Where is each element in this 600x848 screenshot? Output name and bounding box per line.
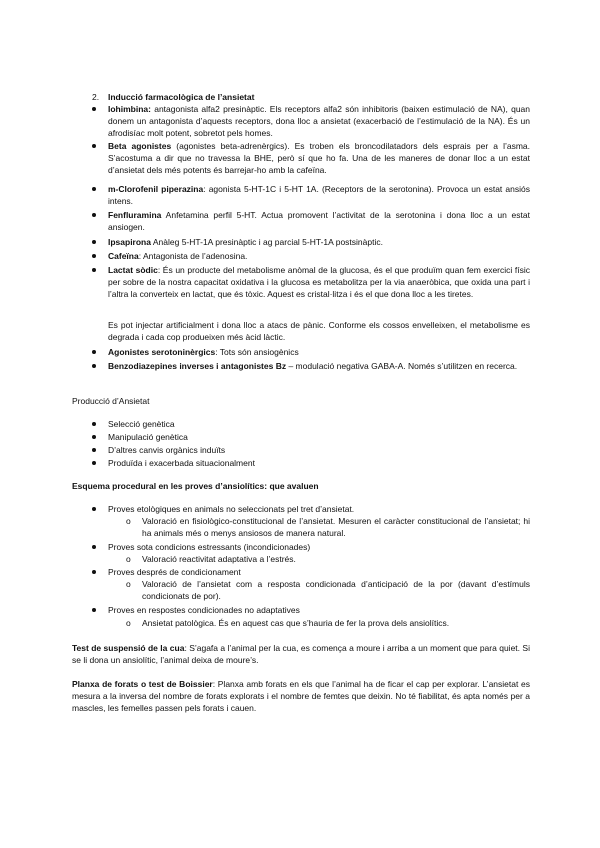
bullet-icon bbox=[92, 209, 98, 219]
list-item: Selecció genètica bbox=[108, 419, 175, 429]
paragraph-test-boissier: Planxa de forats o test de Boissier: Planxa amb forats en els que l’animal ha de ficar el cap per explorar. L’ansietat es mesura a la inversa del nombre de forats explorats i el nombre de femtes que deixin. No té fiabilitat, és apta només per a mascles, les femelles passen pels forats i cauen. bbox=[72, 679, 530, 714]
paragraph-test-cua: Test de suspensió de la cua: S’agafa a l’animal per la cua, es comença a moure i arriba a un moment que para quiet. Si se li dona un ansiolític, l’animal deixa de moure’s. bbox=[72, 643, 530, 666]
bullet-icon bbox=[92, 503, 98, 513]
list-item: D’altres canvis orgànics induïts bbox=[108, 445, 226, 455]
list-item: Benzodiazepines inverses i antagonistes Bz – modulació negativa GABA-A. Només s’utilitzen en recerca. bbox=[108, 361, 518, 371]
section-number: 2. bbox=[92, 92, 100, 102]
list-item: Lactat sòdic: És un producte del metabolisme anòmal de la glucosa, és el que produïm quan fem exercici físic per sobre de la nostra capacitat oxidativa i la glucosa es metabolitza per la via anaeròbica, que oxida una part i l’altra la converteix en lactat, que és tòxic. Aquest es cristal·litza i és el que dona lloc a les tiretes. bbox=[108, 265, 530, 300]
list-item: Iohimbina: antagonista alfa2 presinàptic. Els receptors alfa2 són inhibitoris (baixen estimulació de NA), quan donem un antagonista d’aquests receptors, dona lloc a ansietat (exacerbació de l’estimulació de la NA). És un afrodisíac molt potent, sobretot pels homes. bbox=[108, 104, 530, 139]
list-item: Beta agonistes (agonistes beta-adrenèrgics). Es troben els broncodilatadors dels esprais per a l’asma. S’acostuma a dir que no travessa la BHE, però sí que ho fa. Una de les maneres de donar lloc a un estat d’ansietat dels més potents és barrejar-ho amb la cafeïna. bbox=[108, 141, 530, 176]
sub-list-item: Valoració de l’ansietat com a resposta condicionada d’anticipació de la por (davant d’estímuls condicionats de por). bbox=[142, 579, 530, 602]
sub-bullet-marker: o bbox=[126, 579, 131, 589]
bullet-icon bbox=[92, 360, 98, 370]
subheading-esquema: Esquema procedural en les proves d’ansiolítics: que avaluen bbox=[72, 481, 319, 491]
sub-list-item: Valoració en fisiològico-constitucional de l’ansietat. Mesuren el caràcter constitucional de l’ansietat; hi ha animals més o menys ansiosos de manera natural. bbox=[142, 516, 530, 539]
bullet-icon bbox=[92, 604, 98, 614]
subheading-produccio: Producció d’Ansietat bbox=[72, 396, 150, 406]
sub-bullet-marker: o bbox=[126, 554, 131, 564]
sub-list-item: Ansietat patològica. És en aquest cas que s’hauria de fer la prova dels ansiolítics. bbox=[142, 618, 450, 628]
list-item: Ipsapirona Anàleg 5-HT-1A presinàptic i ag parcial 5-HT-1A postsinàptic. bbox=[108, 237, 383, 247]
bullet-icon bbox=[92, 183, 98, 193]
sub-bullet-marker: o bbox=[126, 516, 131, 526]
list-item: Fenfluramina Anfetamina perfil 5-HT. Actua promovent l’activitat de la serotonina i dona lloc a un estat ansiogen. bbox=[108, 210, 530, 233]
bullet-icon bbox=[92, 431, 98, 441]
sub-bullet-marker: o bbox=[126, 618, 131, 628]
bullet-icon bbox=[92, 541, 98, 551]
list-item: Proves sota condicions estressants (incondicionades) bbox=[108, 542, 311, 552]
section-heading: Inducció farmacològica de l’ansietat bbox=[108, 92, 255, 102]
list-item: Agonistes serotoninèrgics: Tots són ansiogènics bbox=[108, 347, 299, 357]
bullet-icon bbox=[92, 140, 98, 150]
list-item: m-Clorofenil piperazina: agonista 5-HT-1C i 5-HT 1A. (Receptors de la serotonina). Provoca un estat ansiós intens. bbox=[108, 184, 530, 207]
list-item: Produïda i exacerbada situacionalment bbox=[108, 458, 255, 468]
bullet-icon bbox=[92, 457, 98, 467]
list-item: Proves etològiques en animals no seleccionats pel tret d’ansietat. bbox=[108, 504, 355, 514]
bullet-icon bbox=[92, 444, 98, 454]
bullet-icon bbox=[92, 418, 98, 428]
list-item: Manipulació genètica bbox=[108, 432, 188, 442]
list-item: Proves en respostes condicionades no adaptatives bbox=[108, 605, 300, 615]
list-item: Proves després de condicionament bbox=[108, 567, 241, 577]
list-item: Cafeïna: Antagonista de l’adenosina. bbox=[108, 251, 248, 261]
bullet-icon bbox=[92, 264, 98, 274]
bullet-icon bbox=[92, 236, 98, 246]
bullet-icon bbox=[92, 566, 98, 576]
sub-list-item: Valoració reactivitat adaptativa a l’estrés. bbox=[142, 554, 296, 564]
list-item-continuation: Es pot injectar artificialment i dona lloc a atacs de pànic. Conforme els cossos envelleixen, el metabolisme es degrada i cada cop produeixen més àcid làctic. bbox=[108, 320, 530, 343]
bullet-icon bbox=[92, 250, 98, 260]
bullet-icon bbox=[92, 346, 98, 356]
bullet-icon bbox=[92, 103, 98, 113]
